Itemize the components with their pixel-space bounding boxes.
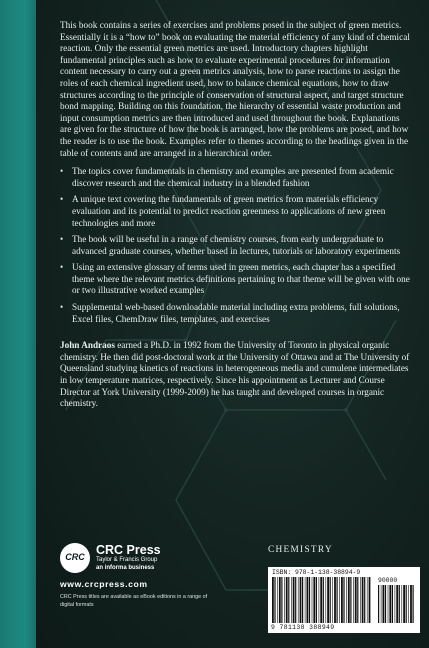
feature-text: The book will be useful in a range of chemistry courses, from early undergraduate to advanced graduate courses, whether based in lectures, tutorials or laboratory experiments — [72, 234, 401, 256]
barcode — [268, 567, 420, 633]
bullet-icon: • — [60, 194, 64, 205]
feature-item — [60, 194, 412, 229]
isbn-text: ISBN: 978-1-138-38894-9 — [272, 569, 361, 576]
bullet-icon: • — [60, 166, 64, 177]
cover-panel — [36, 0, 429, 648]
bullet-icon: • — [60, 302, 64, 313]
publisher-website: www.crcpress.com — [60, 579, 148, 589]
publisher-logo — [60, 543, 250, 573]
feature-item — [60, 166, 412, 189]
bullet-icon: • — [60, 262, 64, 273]
publisher-name: CRC Press — [96, 543, 161, 557]
author-name: John Andraos — [60, 340, 115, 351]
publisher-group: Taylor & Francis Group — [96, 557, 158, 563]
back-cover-text — [60, 20, 412, 410]
feature-item — [60, 234, 412, 257]
ean-text: 9 781138 388949 — [271, 624, 335, 631]
bullet-icon: • — [60, 234, 64, 245]
ebook-note: CRC Press titles are available as eBook editions in a range of digital formats — [60, 594, 208, 608]
publisher-block — [60, 543, 250, 609]
barcode-bars-icon — [272, 577, 372, 623]
feature-item — [60, 302, 412, 325]
book-description: This book contains a series of exercises and problems posed in the subject of green metrics. Essentially it is a “how to” book on evaluating the material efficiency of any kind of chemical reaction. Only the essential green metrics are used. Introductory chapters highlight fundamental principles such as how to evaluate experimental procedures for information content necessary to carry out a green metrics analysis, how to parse reactions to assign the roles of each chemical ingredient used, how to balance chemical equations, how to draw structures according to the principle of conservation of structural aspect, and target structure bond mapping. Building on this foundation, the hierarchy of essential waste production and input consumption metrics are then introduced and used throughout the book. Explanations are given for the structure of how the book is arranged, how the problems are posed, and how the reader is to use the book. Examples refer to themes according to the headings given in the table of contents and are arranged in a hierarchical order. — [60, 20, 411, 158]
author-bio-text: earned a Ph.D. in 1992 from the University of Toronto in physical organic chemistry. He then did post-doctoral work at the University of Ottawa and at The University of Queensland studying kinetics of reactions in heterogeneous media and cumulene intermediates in low temperature matrices, respectively. Since his appointment as Lecturer and Course Director at York University (1999-2009) he has taught and developed courses in organic chemistry. — [60, 340, 410, 409]
publisher-logo-text — [96, 544, 161, 572]
feature-text: Using an extensive glossary of terms used in green metrics, each chapter has a specified theme where the relevant metrics definitions pertaining to that theme will be given with one or two illustrative worked examples — [72, 262, 410, 296]
subject-category: CHEMISTRY — [268, 545, 333, 555]
publisher-business: an informa business — [96, 564, 155, 571]
feature-text: The topics cover fundamentals in chemistry and examples are presented from academic discover research and the chemical industry in a blended fashion — [72, 166, 394, 188]
feature-list — [60, 166, 412, 325]
feature-item — [60, 262, 412, 297]
crc-logo-mark: CRC — [65, 552, 85, 562]
barcode-addon-text: 90000 — [378, 577, 398, 584]
feature-text: A unique text covering the fundamentals of green metrics from materials efficiency evaluation and its potential to predict reaction greenness to applications of new green technologies and more — [72, 194, 386, 228]
feature-text: Supplemental web-based downloadable material including extra problems, full solutions, Excel files, ChemDraw files, templates, and exercises — [72, 302, 400, 324]
author-bio — [60, 340, 412, 410]
spine-strip — [0, 0, 36, 648]
barcode-addon-bars-icon — [378, 585, 416, 623]
crc-logo-icon — [60, 543, 90, 573]
